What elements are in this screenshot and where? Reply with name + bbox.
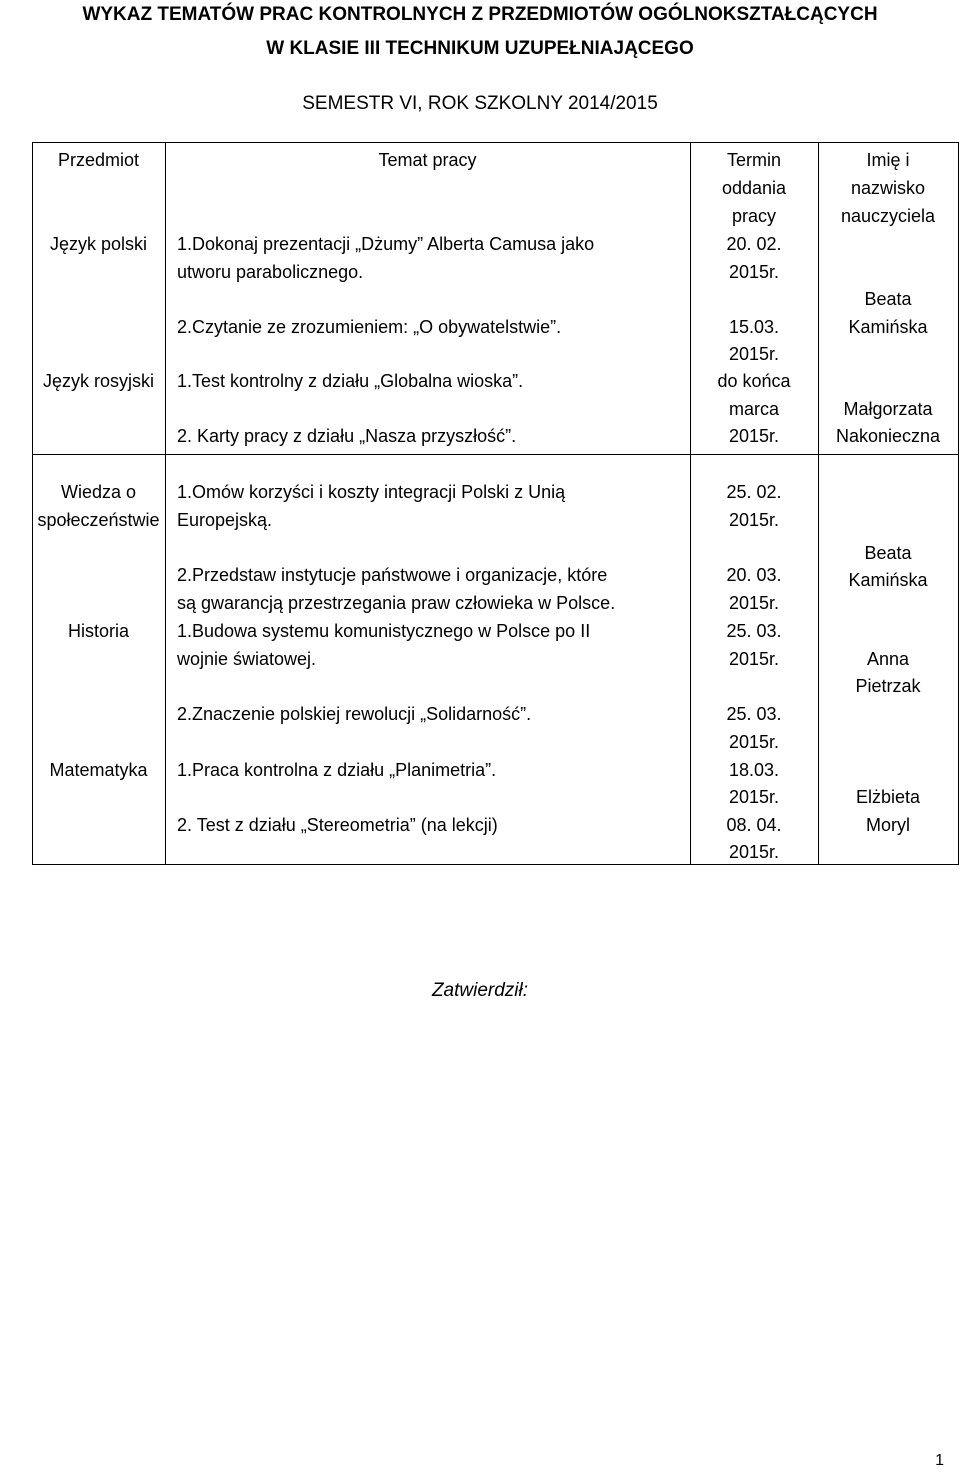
- deadline-date: 15.03.: [728, 317, 780, 337]
- column-header-deadline-2: oddania: [721, 178, 787, 198]
- deadline-date: 25. 03.: [726, 704, 782, 724]
- topic-polish-2: 2.Czytanie ze zrozumieniem: „O obywatelstwie”.: [177, 317, 562, 337]
- topic-russian-1: 1.Test kontrolny z działu „Globalna wioska”.: [177, 371, 524, 391]
- deadline-date: 20. 03.: [726, 565, 782, 585]
- column-header-deadline-3: pracy: [731, 206, 776, 226]
- topic-polish-1-line1: 1.Dokonaj prezentacji „Dżumy” Alberta Camusa jako: [177, 234, 595, 254]
- subject-russian: Język rosyjski: [42, 371, 154, 391]
- approved-label: Zatwierdził:: [431, 980, 529, 1001]
- subject-civics-line2: społeczeństwie: [37, 510, 160, 530]
- topic-civics-1-line2: Europejską.: [177, 510, 273, 530]
- page-number: 1: [935, 1452, 944, 1469]
- topic-civics-2-line2: są gwarancją przestrzegania praw człowieka w Polsce.: [177, 593, 616, 613]
- topic-civics-1-line1: 1.Omów korzyści i koszty integracji Polski z Unią: [177, 482, 566, 502]
- document-title-line1: WYKAZ TEMATÓW PRAC KONTROLNYCH Z PRZEDMIOTÓW OGÓLNOKSZTAŁCĄCYCH: [82, 4, 878, 25]
- topic-russian-2: 2. Karty pracy z działu „Nasza przyszłość”.: [177, 426, 517, 446]
- subject-mathematics: Matematyka: [49, 760, 148, 780]
- teacher-first-name: Elżbieta: [855, 787, 921, 807]
- deadline-year: 2015r.: [728, 732, 780, 752]
- subject-polish: Język polski: [49, 234, 148, 254]
- column-header-topic: Temat pracy: [378, 150, 477, 170]
- teacher-last-name: Kamińska: [848, 317, 928, 337]
- column-header-teacher-2: nazwisko: [850, 178, 926, 198]
- deadline-year: 2015r.: [728, 262, 780, 282]
- teacher-first-name: Beata: [864, 543, 912, 563]
- topic-civics-2-line1: 2.Przedstaw instytucje państwowe i organizacje, które: [177, 565, 608, 585]
- deadline-date: 25. 02.: [726, 482, 782, 502]
- teacher-last-name: Pietrzak: [855, 676, 921, 696]
- deadline-date: 25. 03.: [726, 621, 782, 641]
- deadline-year: 2015r.: [728, 510, 780, 530]
- teacher-last-name: Moryl: [866, 815, 910, 835]
- deadline-date: marca: [728, 399, 779, 419]
- column-header-deadline-1: Termin: [726, 150, 781, 170]
- subject-history: Historia: [67, 621, 129, 641]
- deadline-date: do końca: [717, 371, 791, 391]
- deadline-year: 2015r.: [728, 593, 780, 613]
- topic-polish-1-line2: utworu parabolicznego.: [177, 262, 364, 282]
- subject-civics-line1: Wiedza o: [60, 482, 137, 502]
- document-title-line2: W KLASIE III TECHNIKUM UZUPEŁNIAJĄCEGO: [266, 38, 694, 59]
- topic-math-1: 1.Praca kontrolna z działu „Planimetria”.: [177, 760, 497, 780]
- deadline-year: 2015r.: [728, 649, 780, 669]
- teacher-first-name: Małgorzata: [843, 399, 933, 419]
- deadline-year: 2015r.: [728, 426, 780, 446]
- topic-history-1-line1: 1.Budowa systemu komunistycznego w Polsce po II: [177, 621, 591, 641]
- deadline-year: 2015r.: [728, 842, 780, 862]
- column-header-subject: Przedmiot: [57, 150, 140, 170]
- teacher-first-name: Beata: [864, 289, 912, 309]
- deadline-year: 2015r.: [728, 787, 780, 807]
- deadline-date: 18.03.: [728, 760, 780, 780]
- teacher-last-name: Nakonieczna: [835, 426, 941, 446]
- deadline-date: 08. 04.: [726, 815, 782, 835]
- column-header-teacher-3: nauczyciela: [840, 206, 936, 226]
- teacher-first-name: Anna: [866, 649, 910, 669]
- topic-history-2: 2.Znaczenie polskiej rewolucji „Solidarność”.: [177, 704, 532, 724]
- semester-line: SEMESTR VI, ROK SZKOLNY 2014/2015: [302, 93, 658, 114]
- topic-history-1-line2: wojnie światowej.: [177, 649, 317, 669]
- deadline-year: 2015r.: [728, 344, 780, 364]
- teacher-last-name: Kamińska: [848, 570, 928, 590]
- deadline-date: 20. 02.: [726, 234, 782, 254]
- column-header-teacher-1: Imię i: [866, 150, 910, 170]
- topic-math-2: 2. Test z działu „Stereometria” (na lekcji): [177, 815, 498, 835]
